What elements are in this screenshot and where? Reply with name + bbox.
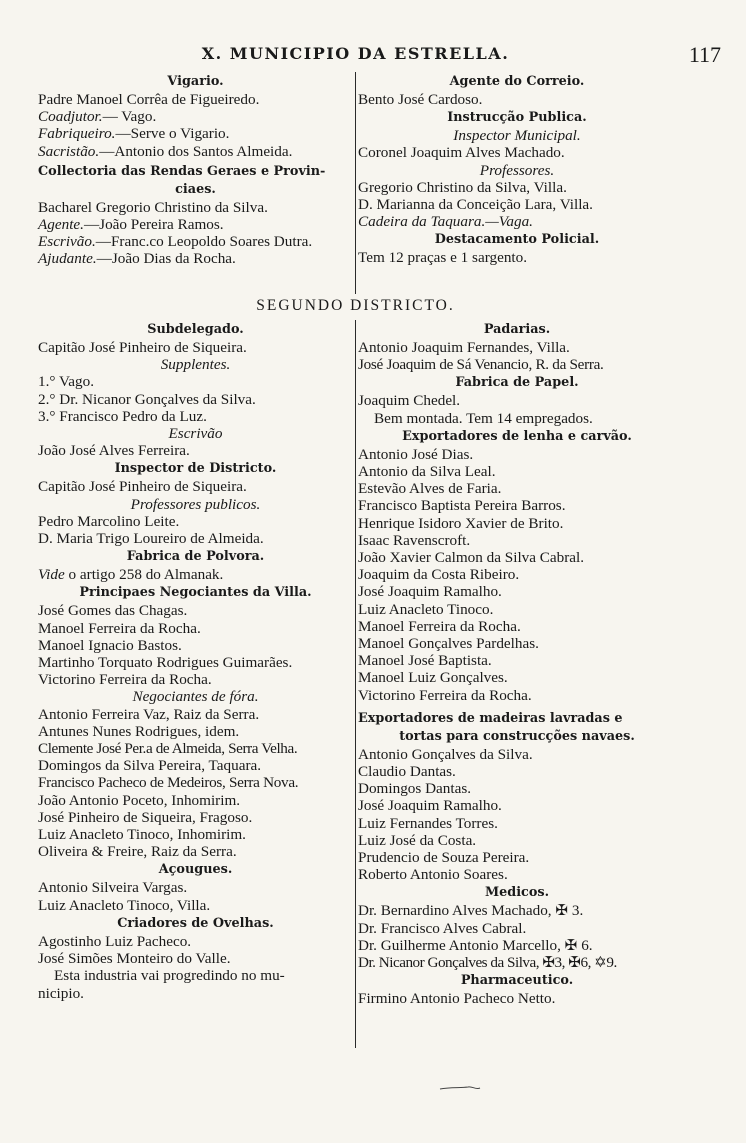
ajudante-line (38, 250, 353, 267)
list-item: Luiz Fernandes Torres. (358, 814, 498, 832)
agente-value: —João Pereira Ramos. (83, 216, 224, 234)
coadjutor-label: Coadjutor. (38, 108, 103, 126)
list-item: Dr. Francisco Alves Cabral. (358, 919, 527, 937)
papel-heading: Fabrica de Papel. (455, 375, 579, 391)
vigario-heading: Vigario. (167, 74, 224, 89)
negociantes-fora-label: Negociantes de fóra. (132, 688, 259, 706)
page-number: 117 (688, 42, 721, 67)
list-item: Isaac Ravenscroft. (358, 531, 471, 549)
supplente-line: 3.° Francisco Pedro da Luz. (38, 407, 207, 425)
coronel-line: Coronel Joaquim Alves Machado. (358, 144, 565, 162)
professor-line: Gregorio Christino da Silva, Villa. (358, 178, 567, 196)
escrivao-line (38, 233, 353, 250)
professor-line: D. Maria Trigo Loureiro de Almeida. (38, 530, 264, 548)
list-item: Domingos da Silva Pereira, Taquara. (38, 757, 262, 775)
list-item: José Joaquim Ramalho. (358, 583, 502, 601)
papel-name: Joaquim Chedel. (358, 392, 461, 410)
collectoria-heading-cont: ciaes. (175, 181, 216, 197)
supplente-line: 2.° Dr. Nicanor Gonçalves da Silva. (38, 390, 256, 408)
padarias-heading: Padarias. (483, 322, 551, 337)
list-item: Antonio da Silva Leal. (358, 463, 496, 481)
supplentes-label: Supplentes. (160, 356, 231, 374)
escrivao-name: João José Alves Ferreira. (38, 442, 190, 460)
list-item: Luiz Anacleto Tinoco, Villa. (38, 896, 211, 914)
inspector-heading: Inspector de Districto. (114, 461, 277, 477)
pharmaceutico-heading: Pharmaceutico. (460, 973, 574, 989)
ovelhas-heading: Criadores de Ovelhas. (117, 915, 274, 931)
list-item: Manoel Gonçalves Pardelhas. (358, 635, 539, 653)
list-item: João Xavier Calmon da Silva Cabral. (358, 549, 585, 567)
top-left-column (38, 72, 353, 268)
list-item: Dr. Nicanor Gonçalves da Silva, ✠3, ✠6, ✡9. (358, 954, 617, 972)
ajudante-label: Ajudante. (38, 250, 97, 268)
list-item: Agostinho Luiz Pacheco. (38, 932, 192, 950)
list-item: Luiz Anacleto Tinoco, Inhomirim. (38, 826, 246, 844)
fabriqueiro-line (38, 125, 353, 142)
acougues-heading: Açougues. (158, 862, 233, 878)
correio-heading: Agente do Correio. (449, 74, 585, 89)
list-item: Joaquim da Costa Ribeiro. (358, 566, 520, 584)
bacharel-line: Bacharel Gregorio Christino da Silva. (38, 198, 268, 216)
fabriqueiro-value: —Serve o Vigario. (115, 125, 230, 143)
madeiras-heading-cont: tortas para construcções navaes. (399, 728, 635, 744)
list-item: Antonio Joaquim Fernandes, Villa. (358, 339, 570, 356)
list-item: Victorino Ferreira da Rocha. (358, 686, 532, 704)
list-item: Luiz José da Costa. (358, 831, 477, 849)
coadjutor-line (38, 108, 353, 125)
polvora-heading: Fabrica de Polvora. (126, 549, 265, 565)
district-heading: SEGUNDO DISTRICTO. (256, 297, 455, 314)
sacristao-value: —Antonio dos Santos Almeida. (99, 142, 293, 160)
list-item: Claudio Dantas. (358, 763, 456, 781)
escrivao-label: Escrivão. (38, 233, 96, 251)
polvora-text: o artigo 258 do Almanak. (68, 566, 224, 584)
subdelegado-heading: Subdelegado. (147, 322, 244, 337)
agente-line (38, 216, 353, 233)
list-item: José Pinheiro de Siqueira, Fragoso. (38, 808, 253, 826)
vigario-name: Padre Manoel Corrêa de Figueiredo. (38, 91, 260, 108)
list-item: Manoel Luiz Gonçalves. (358, 669, 508, 687)
list-item: Antonio Silveira Vargas. (38, 879, 188, 897)
tail-ornament (438, 1084, 482, 1092)
supplente-line: 1.° Vago. (38, 373, 94, 391)
industria-note-cont: nicipio. (38, 984, 84, 1002)
list-item: Antonio Ferreira Vaz, Raiz da Serra. (38, 705, 260, 723)
page-title: X. MUNICIPIO DA ESTRELLA. (201, 44, 510, 63)
destacamento-text: Tem 12 praças e 1 sargento. (358, 249, 528, 267)
escrivao-label: Escrivão (168, 425, 223, 443)
list-item: Victorino Ferreira da Rocha. (38, 671, 212, 689)
column-divider-top (355, 72, 356, 294)
list-item: José Joaquim de Sá Venancio, R. da Serra. (358, 356, 604, 374)
subdelegado-name: Capitão José Pinheiro de Siqueira. (38, 339, 247, 356)
lenha-heading: Exportadores de lenha e carvão. (402, 428, 632, 444)
professor-line: Pedro Marcolino Leite. (38, 512, 180, 530)
column-divider-bottom (355, 320, 356, 1048)
coadjutor-value: — Vago. (102, 108, 157, 126)
list-item: Roberto Antonio Soares. (358, 866, 508, 884)
list-item: Estevão Alves de Faria. (358, 480, 502, 498)
professor-line: D. Marianna da Conceição Lara, Villa. (358, 196, 593, 214)
list-item: Manoel Ferreira da Rocha. (358, 617, 521, 635)
list-item: Manoel José Baptista. (358, 652, 492, 670)
instrucao-heading: Instrucção Publica. (447, 110, 587, 126)
list-item: José Joaquim Ramalho. (358, 797, 502, 815)
lower-left-column (38, 320, 353, 1002)
professores-label: Professores. (479, 161, 555, 179)
fabriqueiro-label: Fabriqueiro. (38, 125, 116, 143)
medicos-heading: Medicos. (484, 885, 550, 901)
top-right-column (358, 72, 676, 267)
list-item: Henrique Isidoro Xavier de Brito. (358, 514, 564, 532)
list-item: Manoel Ignacio Bastos. (38, 636, 182, 654)
agente-label: Agente. (38, 216, 84, 234)
papel-text: Bem montada. Tem 14 empregados. (374, 409, 593, 427)
list-item: Antonio José Dias. (358, 445, 474, 463)
list-item: Oliveira & Freire, Raiz da Serra. (38, 843, 237, 861)
madeiras-heading: Exportadores de madeiras lavradas e (358, 710, 623, 726)
lower-right-column (358, 320, 676, 1008)
collectoria-heading: Collectoria das Rendas Geraes e Provin- (38, 163, 326, 179)
list-item: José Gomes das Chagas. (38, 602, 188, 620)
ajudante-value: —João Dias da Rocha. (96, 250, 236, 268)
sacristao-label: Sacristão. (38, 142, 100, 160)
inspector-municipal-label: Inspector Municipal. (453, 127, 581, 145)
list-item: Antonio Gonçalves da Silva. (358, 745, 533, 763)
negociantes-heading: Principaes Negociantes da Villa. (79, 585, 312, 601)
correio-name: Bento José Cardoso. (358, 91, 483, 108)
list-item: Clemente José Per.a de Almeida, Serra Velha. (38, 740, 298, 758)
sacristao-line (38, 143, 353, 160)
polvora-line (38, 566, 353, 583)
list-item: Domingos Dantas. (358, 780, 472, 798)
list-item: Francisco Pacheco de Medeiros, Serra Nova. (38, 774, 299, 792)
list-item: Dr. Bernardino Alves Machado, ✠ 3. (358, 902, 584, 920)
list-item: Prudencio de Souza Pereira. (358, 849, 530, 867)
industria-note: Esta industria vai progredindo no mu- (54, 967, 285, 985)
list-item: Francisco Baptista Pereira Barros. (358, 497, 566, 515)
professores-publicos-label: Professores publicos. (130, 495, 261, 513)
list-item: João Antonio Poceto, Inhomirim. (38, 791, 241, 809)
list-item: Antunes Nunes Rodrigues, idem. (38, 722, 240, 740)
page-header (38, 42, 721, 70)
polvora-vide: Vide (38, 566, 65, 584)
destacamento-heading: Destacamento Policial. (434, 232, 600, 248)
inspector-name: Capitão José Pinheiro de Siqueira. (38, 478, 247, 496)
list-item: Luiz Anacleto Tinoco. (358, 600, 494, 618)
pharmaceutico-name: Firmino Antonio Pacheco Netto. (358, 990, 556, 1008)
escrivao-value: —Franc.co Leopoldo Soares Dutra. (95, 233, 313, 251)
list-item: Manoel Ferreira da Rocha. (38, 619, 201, 637)
cadeira-line: Cadeira da Taquara.—Vaga. (358, 213, 533, 231)
list-item: José Simões Monteiro do Valle. (38, 950, 231, 968)
list-item: Dr. Guilherme Antonio Marcello, ✠ 6. (358, 936, 593, 954)
list-item: Martinho Torquato Rodrigues Guimarães. (38, 654, 293, 672)
